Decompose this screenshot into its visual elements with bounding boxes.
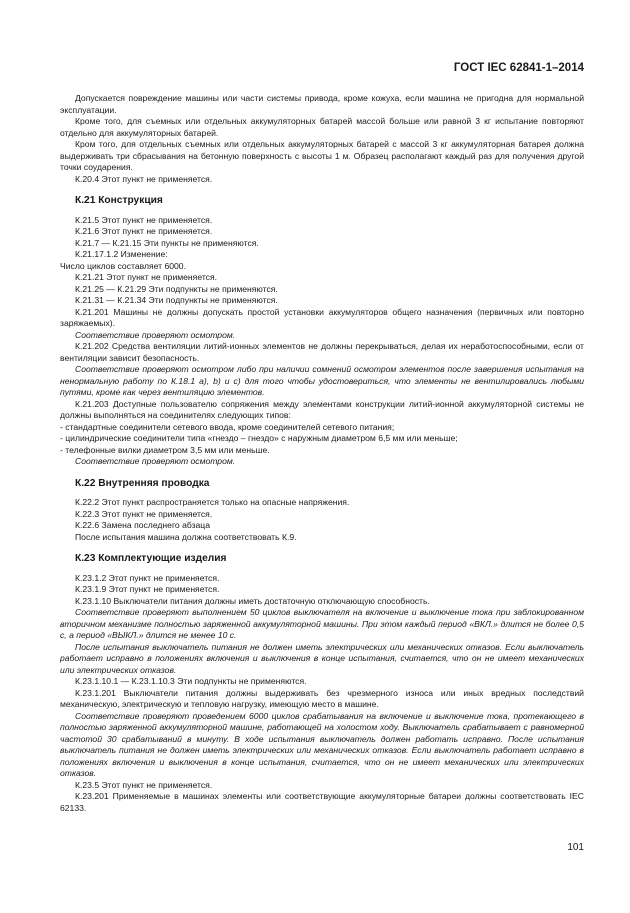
- section-heading: К.22 Внутренняя проводка: [75, 477, 210, 489]
- clause-paragraph: К.21.6 Этот пункт не применяется.: [75, 226, 213, 236]
- clause-paragraph: - цилиндрические соединители типа «гнездо – гнездо» с наружным диаметром 6,5 мм или меньше;: [60, 433, 458, 443]
- clause-paragraph: - стандартные соединители сетевого ввода, кроме соединителей сетевого питания;: [60, 421, 395, 432]
- compliance-paragraph: Соответствие проверяют осмотром.: [75, 329, 236, 340]
- compliance-paragraph: Соответствие проверяют осмотром либо при наличии сомнений осмотром элементов после завершения испытания на ненормальную работу по К.18.1 а), b) и с) для того чтобы удостовериться, что элементы не вентилировались любыми путями, кроме как через вентиляцию элементов.: [60, 364, 584, 397]
- clause-paragraph: К.22.2 Этот пункт распространяется только на опасные напряжения.: [75, 497, 350, 507]
- clause-paragraph: К.21.5 Этот пункт не применяется.: [75, 214, 213, 225]
- compliance-paragraph: Соответствие проверяют выполнением 50 циклов выключателя на включение и выключение тока при заблокированном вторичном механизме полностью заряженной аккумуляторной машины. При этом каждый период «ВКЛ.» длится не более 0,5 с, а период «ВЫКЛ.» длится не менее 10 с.: [60, 607, 584, 640]
- clause-paragraph: К.21.201 Машины не должны допускать простой установки аккумуляторов общего назначения (первичных или повторно заряжаемых).: [60, 306, 584, 328]
- clause-paragraph: Допускается повреждение машины или части системы привода, кроме кожуха, если машина не пригодна для нормальной эксплуатации.: [60, 93, 584, 115]
- clause-paragraph: К.21.203 Доступные пользователю сопряжения между элементами конструкции литий-ионной аккумуляторной системы не должны выполняться на соединителях следующих типов:: [60, 398, 584, 420]
- intro-block: [60, 93, 584, 185]
- clause-paragraph: К.23.1.9 Этот пункт не применяется.: [75, 584, 220, 594]
- compliance-paragraph: Соответствие проверяют осмотром.: [75, 456, 236, 466]
- clause-paragraph: К.23.1.10.1 — К.23.1.10.3 Эти подпункты не применяются.: [75, 676, 307, 686]
- clause-paragraph: К.21.7 — К.21.15 Эти пункты не применяются.: [75, 237, 259, 248]
- clause-paragraph: К.23.201 Применяемые в машинах элементы или соответствующие аккумуляторные батареи должны соответствовать IEC 62133.: [60, 791, 584, 813]
- clause-paragraph: К.21.21 Этот пункт не применяется.: [75, 272, 217, 282]
- clause-paragraph: К.22.6 Замена последнего абзаца: [75, 520, 210, 530]
- clause-paragraph: - телефонные вилки диаметром 3,5 мм или меньше.: [60, 444, 270, 455]
- clause-paragraph: К.23.1.10 Выключатели питания должны иметь достаточную отключающую способность.: [75, 595, 430, 606]
- page-number: 101: [567, 842, 584, 853]
- clause-paragraph: К.23.1.201 Выключатели питания должны выдерживать без чрезмерного износа или иных вредных последствий механическую, электрическую и тепловую нагрузку, имеющую место в машине.: [60, 687, 584, 709]
- clause-paragraph: К.21.25 — К.21.29 Эти подпункты не применяются.: [75, 283, 278, 294]
- section-heading: К.21 Конструкция: [75, 195, 163, 206]
- clause-paragraph: К.22.3 Этот пункт не применяется.: [75, 508, 213, 519]
- clause-paragraph: К.21.202 Средства вентиляции литий-ионных элементов не должны перекрываться, делая их неработоспособными, если от вентиляции зависит безопасность.: [60, 341, 584, 363]
- clause-paragraph: К.20.4 Этот пункт не применяется.: [75, 173, 213, 184]
- clause-paragraph: После испытания машина должна соответствовать К.9.: [75, 531, 297, 542]
- clause-paragraph: Кроме того, для съемных или отдельных аккумуляторных батарей массой больше или равной 3 кг испытание повторяют отдельно для аккумуляторных батарей.: [60, 116, 584, 138]
- page-content: [60, 93, 584, 814]
- document-header: ГОСТ IEC 62841-1–2014: [453, 62, 584, 74]
- clause-paragraph: Кром того, для отдельных съемных или отдельных аккумуляторных батарей с массой 3 кг аккумуляторная батарея должна выдерживать три сбрасывания на бетонную поверхность с высоты 1 м. Образец располагают каждый раз для получения другой точки соударения.: [60, 139, 584, 172]
- clause-paragraph: К.21.31 — К.21.34 Эти подпункты не применяются.: [75, 295, 278, 305]
- section-heading: К.23 Комплектующие изделия: [75, 553, 227, 564]
- clause-paragraph: К.23.5 Этот пункт не применяется.: [75, 779, 213, 790]
- clause-paragraph: Число циклов составляет 6000.: [60, 260, 186, 271]
- sections-block: [60, 195, 584, 814]
- clause-paragraph: К.23.1.2 Этот пункт не применяется.: [75, 572, 220, 583]
- clause-paragraph: К.21.17.1.2 Изменение:: [75, 249, 168, 259]
- compliance-paragraph: Соответствие проверяют проведением 6000 циклов срабатывания на включение и выключение тока, протекающего в полностью заряженной аккумуляторной машине, работающей на холостом ходу. Выключатель срабатывает с равномерной частотой 30 срабатываний в минуту. В ходе испытания выключатель должен работать исправно. После испытания выключатель питания не должен иметь электрических или механических отказов. Если выключатель работает исправно в положениях включения и выключения в конце испытания, считается, что он не имеет механических или электрических отказов.: [60, 710, 584, 778]
- compliance-paragraph: После испытания выключатель питания не должен иметь электрических или механических отказов. Если выключатель работает исправно в положениях включения и выключения в конце испытания, считается, что он не имеет механических или электрических отказов.: [60, 641, 584, 675]
